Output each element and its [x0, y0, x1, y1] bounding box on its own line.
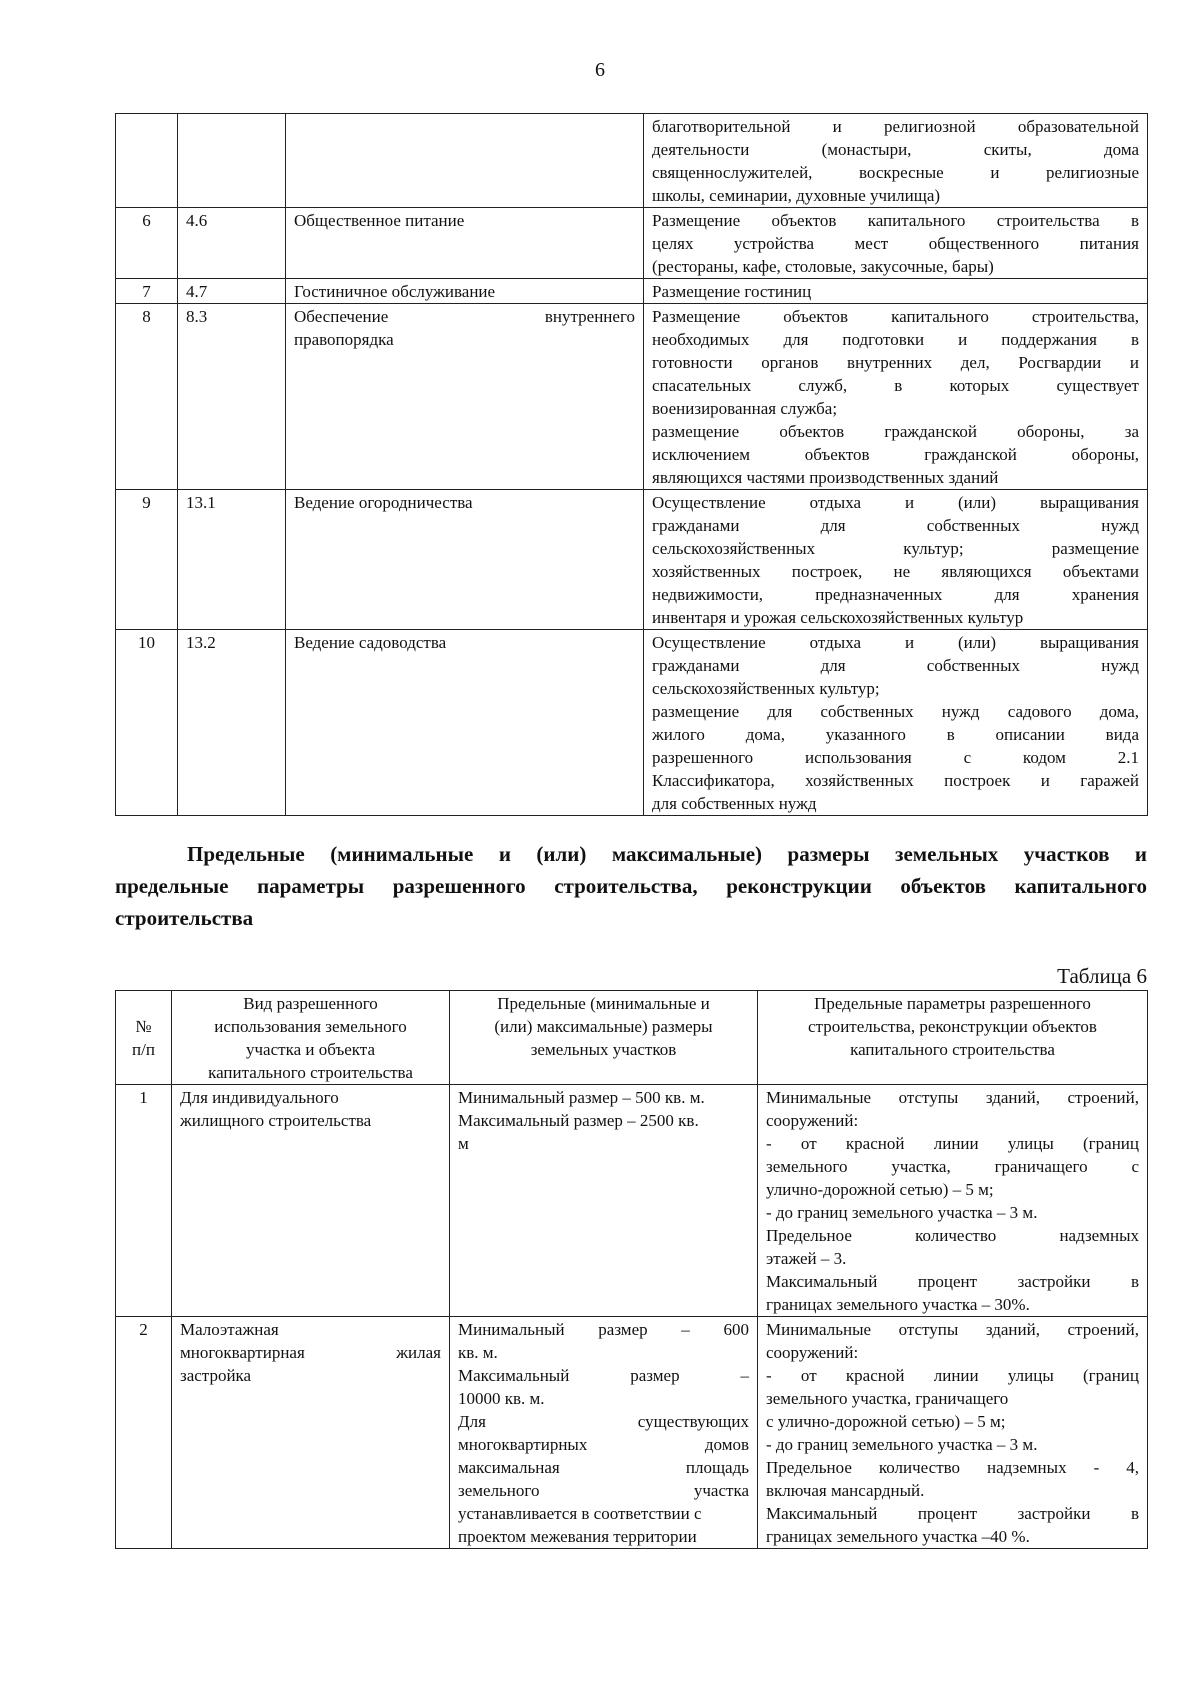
- table-row: [116, 630, 1148, 816]
- classifier-code: 4.6: [178, 208, 286, 279]
- header-number: № п/п: [116, 991, 172, 1085]
- table-header-row: [116, 991, 1148, 1085]
- construction-params: Минимальные отступы зданий, строений, сооружений: - от красной линии улицы (границ земельного участка, граничащего с улично-дорожной сетью) – 5 м; - до границ земельного участка – 3 м. Предельное количество надземных этажей – 3. Максимальный процент застройки в границах земельного участка – 30%.: [758, 1085, 1148, 1317]
- use-name: Общественное питание: [286, 208, 644, 279]
- table-row: [116, 1085, 1148, 1317]
- table-row: [116, 490, 1148, 630]
- use-description: Размещение объектов капитального строительства в целях устройства мест общественного питания (рестораны, кафе, столовые, закусочные, бары): [644, 208, 1148, 279]
- use-name: Гостиничное обслуживание: [286, 279, 644, 304]
- use-description: Размещение объектов капитального строительства, необходимых для подготовки и поддержания в готовности органов внутренних дел, Росгвардии и спасательных служб, в которых существует военизированная служба; размещение объектов гражданской обороны, за исключением объектов гражданской обороны, являющихся частями производственных зданий: [644, 304, 1148, 490]
- construction-params: Минимальные отступы зданий, строений, сооружений: - от красной линии улицы (границ земельного участка, граничащего с улично-дорожной сетью) – 5 м; - до границ земельного участка – 3 м. Предельное количество надземных - 4, включая мансардный. Максимальный процент застройки в границах земельного участка –40 %.: [758, 1317, 1148, 1549]
- classifier-code: 13.2: [178, 630, 286, 816]
- use-name: [286, 114, 644, 208]
- use-name: Ведение садоводства: [286, 630, 644, 816]
- header-plot-size: Предельные (минимальные и (или) максимальные) размеры земельных участков: [450, 991, 758, 1085]
- plot-size: Минимальный размер – 500 кв. м. Максимальный размер – 2500 кв. м: [450, 1085, 758, 1317]
- header-use-type: Вид разрешенного использования земельного участка и объекта капитального строительства: [172, 991, 450, 1085]
- use-description: благотворительной и религиозной образовательной деятельности (монастыри, скиты, дома священнослужителей, воскресные и религиозные школы, семинарии, духовные училища): [644, 114, 1148, 208]
- classifier-code: 13.1: [178, 490, 286, 630]
- table-caption: Таблица 6: [1057, 964, 1147, 988]
- classifier-code: [178, 114, 286, 208]
- table-row: [116, 1317, 1148, 1549]
- page-number: 6: [595, 59, 605, 81]
- row-number: 10: [116, 630, 178, 816]
- section-heading: Предельные (минимальные и (или) максимальные) размеры земельных участков и предельные параметры разрешенного строительства, реконструкции объектов капитального строительства: [115, 842, 1147, 930]
- use-name: Обеспечение внутреннего правопорядка: [286, 304, 644, 490]
- table-row: [116, 304, 1148, 490]
- use-description: Размещение гостиниц: [644, 279, 1148, 304]
- table-row: [116, 208, 1148, 279]
- use-description: Осуществление отдыха и (или) выращивания гражданами для собственных нужд сельскохозяйственных культур; размещение хозяйственных построек, не являющихся объектами недвижимости, предназначенных для хранения инвентаря и урожая сельскохозяйственных культур: [644, 490, 1148, 630]
- plot-size: Минимальный размер – 600 кв. м. Максимальный размер – 10000 кв. м. Для существующих многоквартирных домов максимальная площадь земельного участка устанавливается в соответствии с проектом межевания территории: [450, 1317, 758, 1549]
- permitted-uses-table: [115, 113, 1148, 816]
- row-number: 9: [116, 490, 178, 630]
- classifier-code: 8.3: [178, 304, 286, 490]
- row-number: 7: [116, 279, 178, 304]
- header-construction-params: Предельные параметры разрешенного строительства, реконструкции объектов капитального строительства: [758, 991, 1148, 1085]
- row-number: 1: [116, 1085, 172, 1317]
- limit-parameters-table: [115, 990, 1148, 1549]
- row-number: 8: [116, 304, 178, 490]
- table-row: [116, 114, 1148, 208]
- use-description: Осуществление отдыха и (или) выращивания гражданами для собственных нужд сельскохозяйственных культур; размещение для собственных нужд садового дома, жилого дома, указанного в описании вида разрешенного использования с кодом 2.1 Классификатора, хозяйственных построек и гаражей для собственных нужд: [644, 630, 1148, 816]
- row-number: [116, 114, 178, 208]
- use-name: Ведение огородничества: [286, 490, 644, 630]
- table-row: [116, 279, 1148, 304]
- classifier-code: 4.7: [178, 279, 286, 304]
- row-number: 2: [116, 1317, 172, 1549]
- use-type: Для индивидуального жилищного строительства: [172, 1085, 450, 1317]
- use-type: Малоэтажная многоквартирная жилая застройка: [172, 1317, 450, 1549]
- row-number: 6: [116, 208, 178, 279]
